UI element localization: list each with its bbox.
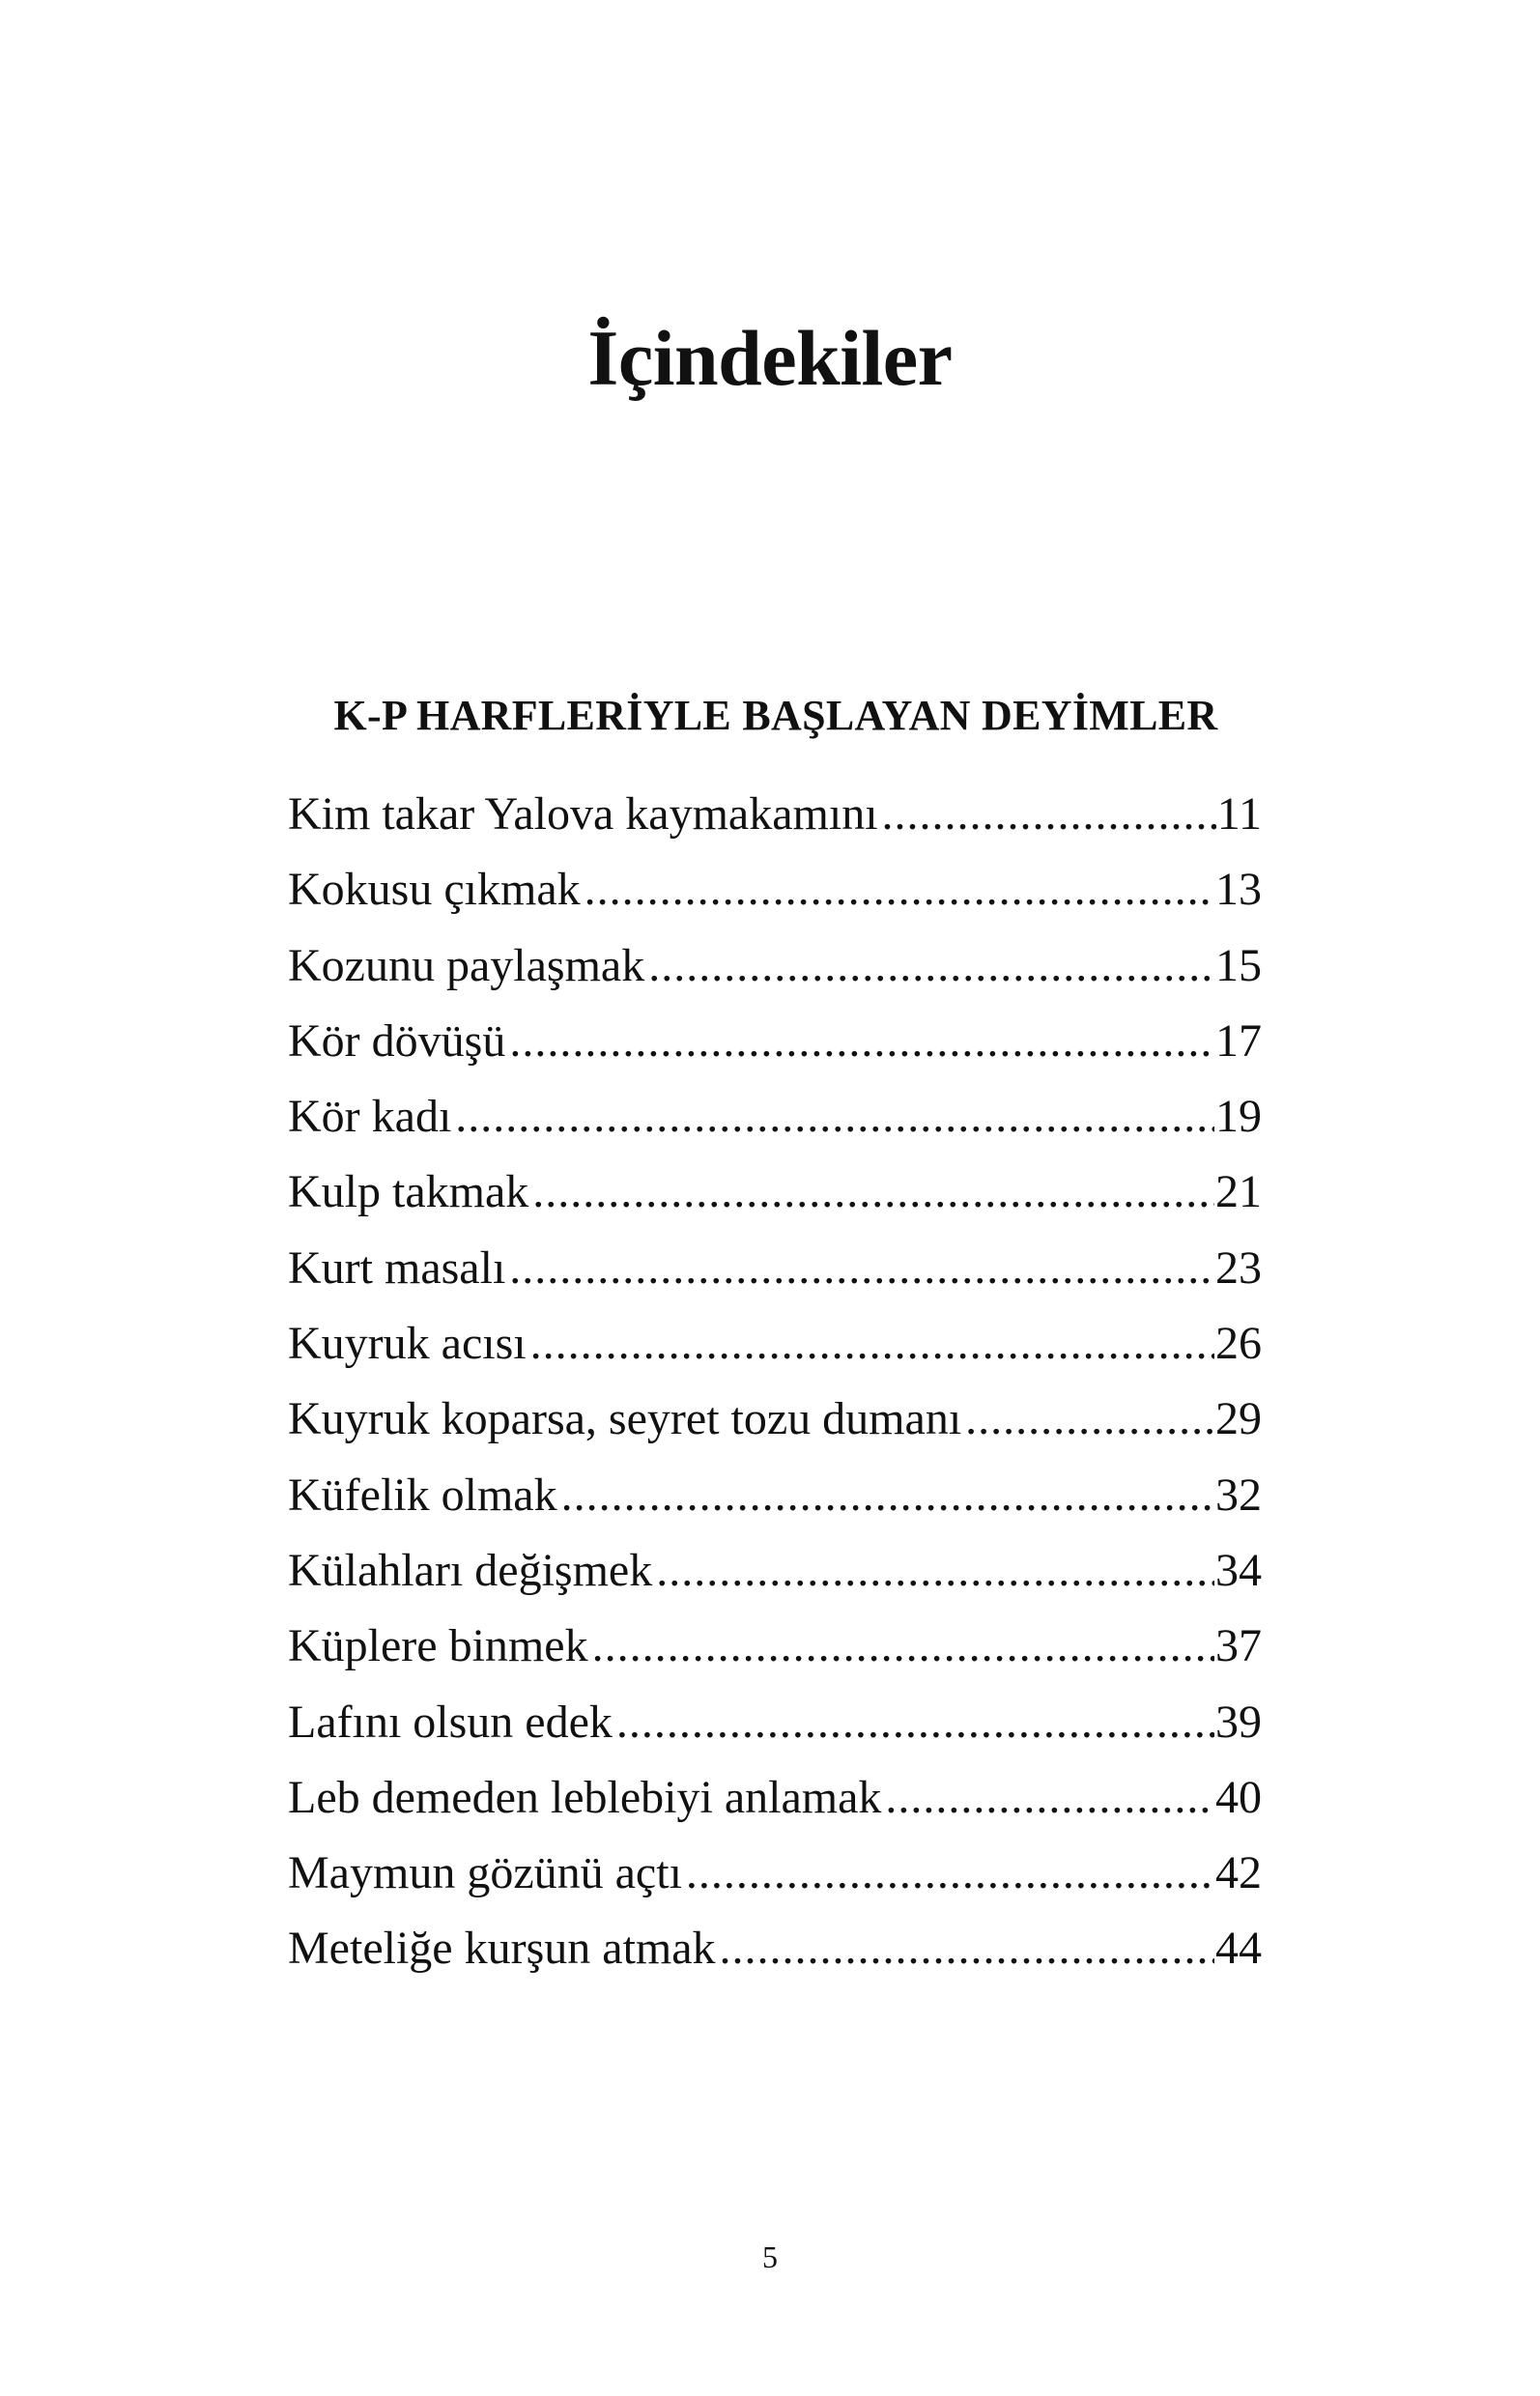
toc-entry (288, 1155, 1262, 1230)
toc-entry-page: 23 (1215, 1241, 1262, 1294)
toc-entry-page: 17 (1215, 1014, 1262, 1067)
toc-leader-dots (509, 1231, 1214, 1306)
toc-leader-dots (686, 1836, 1214, 1911)
toc-leader-dots (720, 1911, 1214, 1986)
toc-entry (288, 1760, 1262, 1836)
toc-leader-dots (455, 1079, 1214, 1155)
toc-entry-title: Kuyruk acısı (288, 1318, 527, 1370)
toc-entry (288, 1458, 1262, 1533)
toc-entry (288, 852, 1262, 927)
toc-leader-dots (561, 1458, 1214, 1533)
toc-entry-title: Küplere binmek (288, 1620, 588, 1672)
page-number: 5 (762, 2239, 778, 2274)
toc-entry-title: Kozunu paylaşmak (288, 939, 645, 991)
toc-leader-dots (885, 1760, 1214, 1836)
toc-entry-title: Kör dövüşü (288, 1014, 506, 1067)
toc-entry-title: Lafını olsun edek (288, 1696, 613, 1748)
toc-entry (288, 1004, 1262, 1079)
toc-entry-title: Leb demeden leblebiyi anlamak (288, 1771, 882, 1823)
toc-entry (288, 1306, 1262, 1382)
table-of-contents (288, 777, 1262, 1987)
toc-entry (288, 1685, 1262, 1760)
toc-leader-dots (882, 777, 1216, 852)
toc-entry-title: Kör kadı (288, 1091, 452, 1143)
toc-entry-page: 21 (1215, 1166, 1262, 1218)
toc-entry (288, 1079, 1262, 1155)
toc-entry (288, 1382, 1262, 1457)
toc-leader-dots (648, 928, 1214, 1004)
toc-entry (288, 1231, 1262, 1306)
toc-entry-title: Maymun gözünü açtı (288, 1847, 682, 1899)
toc-entry-title: Kim takar Yalova kaymakamını (288, 788, 878, 840)
toc-entry-page: 34 (1215, 1544, 1262, 1596)
toc-entry (288, 1911, 1262, 1986)
toc-entry-page: 40 (1215, 1771, 1262, 1823)
toc-leader-dots (532, 1155, 1214, 1230)
toc-leader-dots (592, 1609, 1214, 1684)
toc-entry-page: 37 (1215, 1620, 1262, 1672)
toc-entry (288, 1533, 1262, 1609)
toc-entry-title: Külahları değişmek (288, 1544, 653, 1596)
toc-entry-page: 29 (1215, 1393, 1262, 1445)
toc-leader-dots (509, 1004, 1214, 1079)
toc-entry-page: 19 (1215, 1091, 1262, 1143)
toc-entry-page: 13 (1215, 864, 1262, 916)
toc-entry-title: Kokusu çıkmak (288, 864, 581, 916)
toc-entry-page: 15 (1215, 939, 1262, 991)
toc-entry-page: 32 (1215, 1469, 1262, 1521)
toc-entry-title: Meteliğe kurşun atmak (288, 1923, 716, 1975)
page-title: İçindekiler (587, 313, 953, 402)
toc-leader-dots (585, 852, 1214, 927)
toc-entry-page: 42 (1215, 1847, 1262, 1899)
toc-entry-title: Kurt masalı (288, 1241, 506, 1294)
toc-leader-dots (656, 1533, 1214, 1609)
toc-entry-page: 44 (1215, 1923, 1262, 1975)
toc-entry-page: 26 (1215, 1318, 1262, 1370)
toc-entry-title: Küfelik olmak (288, 1469, 557, 1521)
toc-entry (288, 928, 1262, 1004)
toc-leader-dots (530, 1306, 1214, 1382)
toc-entry (288, 777, 1262, 852)
toc-leader-dots (965, 1382, 1214, 1457)
toc-entry-page: 39 (1215, 1696, 1262, 1748)
toc-entry (288, 1609, 1262, 1684)
toc-entry-title: Kulp takmak (288, 1166, 529, 1218)
toc-entry-title: Kuyruk koparsa, seyret tozu dumanı (288, 1393, 962, 1445)
toc-entry (288, 1836, 1262, 1911)
section-heading: K-P HARFLERİYLE BAŞLAYAN DEYİMLER (333, 691, 1218, 739)
toc-entry-page: 11 (1216, 788, 1262, 840)
toc-leader-dots (616, 1685, 1214, 1760)
